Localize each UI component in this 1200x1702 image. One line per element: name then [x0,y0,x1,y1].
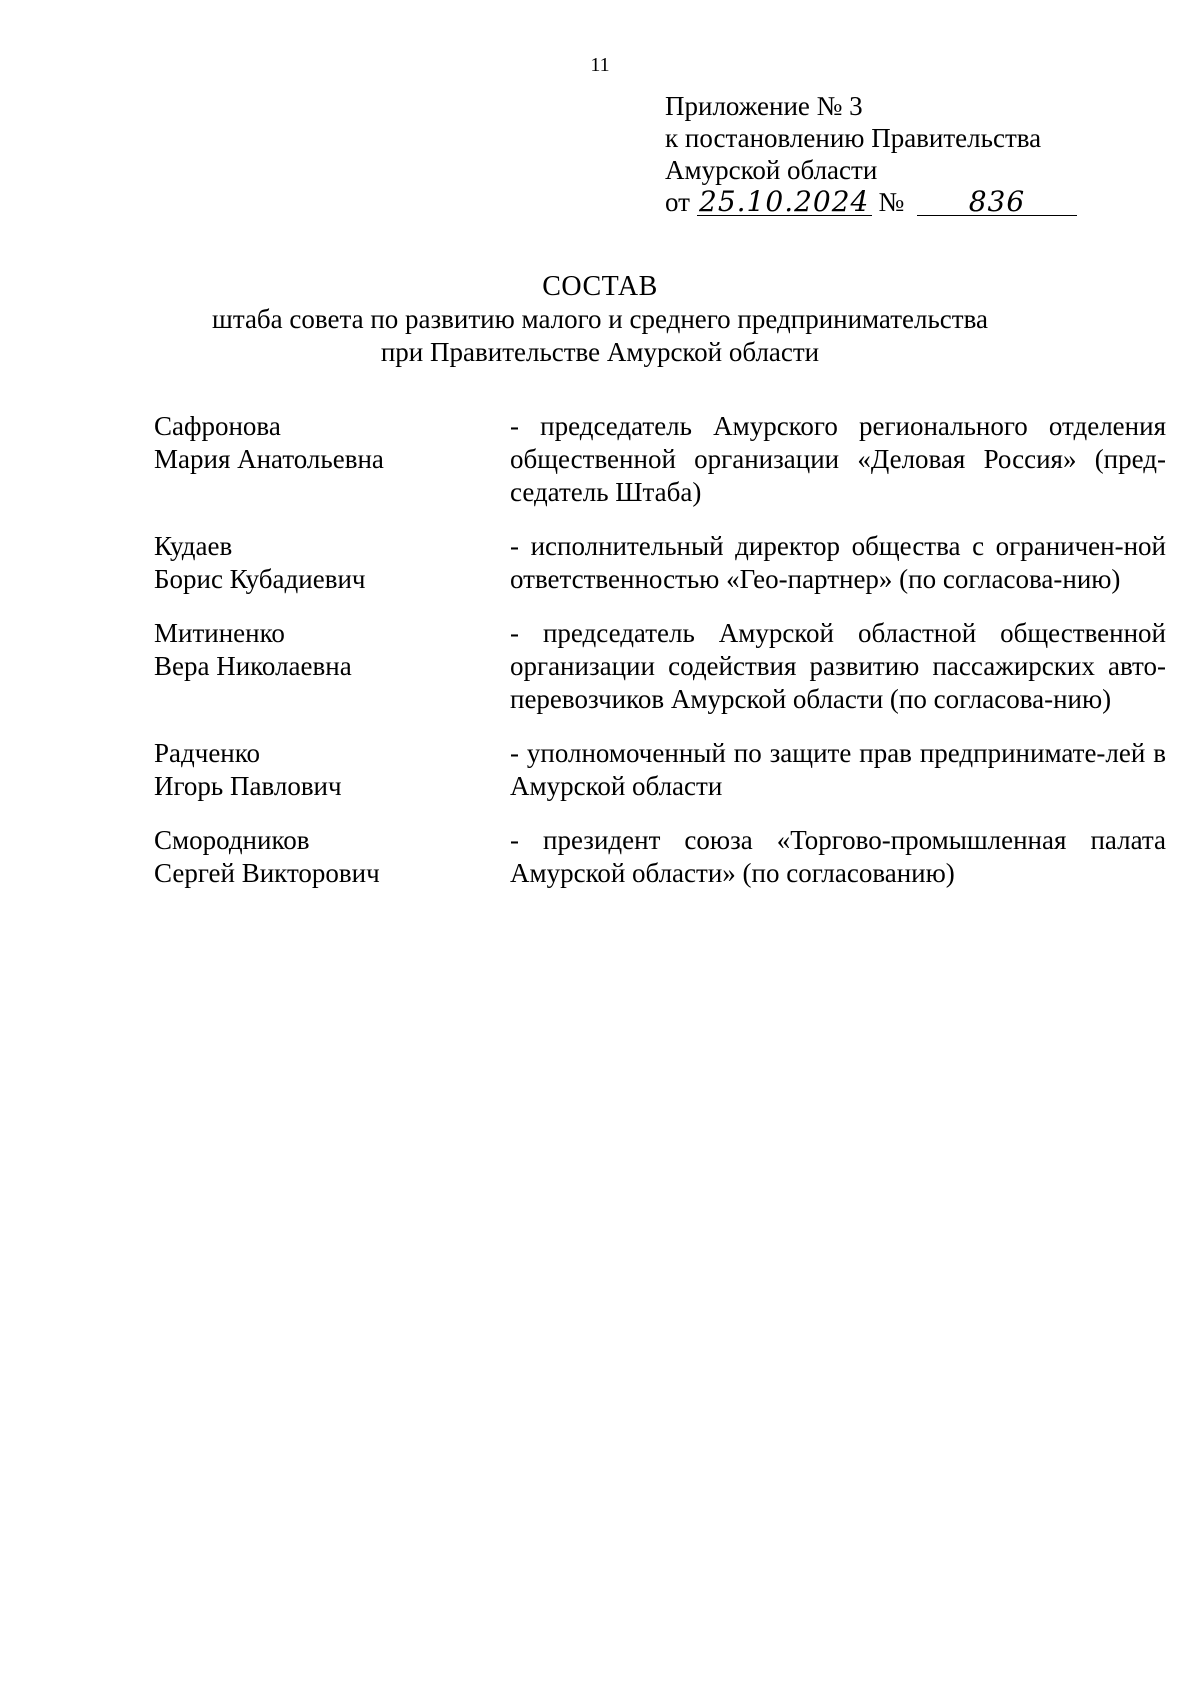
member-given-name: Игорь Павлович [154,771,342,801]
appendix-region: Амурской области [665,155,878,185]
title-subtitle-line2: при Правительстве Амурской области [380,337,820,367]
member-name [154,410,510,509]
member-surname: Смородников [154,825,310,855]
member-surname: Сафронова [154,411,281,441]
appendix-reference: к постановлению Правительства [665,123,1042,153]
member-given-name: Сергей Викторович [154,858,380,888]
member-role: - председатель Амурской областной общественной организации содействия развитию пассажирских авто-перевозчиков Амурской области (по согласова-нию) [510,618,1166,714]
member-entry [154,530,1166,596]
member-role: - уполномоченный по защите прав предпринимате-лей в Амурской области [510,738,1166,801]
member-role: - председатель Амурского регионального отделения общественной организации «Деловая Россия» (пред-седатель Штаба) [510,411,1166,507]
appendix-date-line [665,186,1105,218]
member-surname: Митиненко [154,618,285,648]
member-role: - президент союза «Торгово-промышленная палата Амурской области» (по согласованию) [510,825,1166,888]
member-role: - исполнительный директор общества с ограничен-ной ответственностью «Гео-партнер» (по согласова-нию) [510,531,1166,594]
member-entry [154,617,1166,716]
page-number: 11 [590,54,610,76]
member-given-name: Борис Кубадиевич [154,564,366,594]
member-entry [154,410,1166,509]
handwritten-date: 25.10.2024 [697,189,872,216]
member-given-name: Вера Николаевна [154,651,352,681]
member-name [154,617,510,716]
handwritten-number: 836 [917,189,1077,216]
appendix-title: Приложение № 3 [665,91,863,121]
title-main: СОСТАВ [542,271,658,302]
document-title [0,270,1200,369]
member-name [154,737,510,803]
appendix-block [665,90,1105,218]
title-subtitle-line1: штаба совета по развитию малого и среднего предпринимательства [212,304,988,334]
number-prefix: № [878,187,905,217]
member-given-name: Мария Анатольевна [154,444,384,474]
member-name [154,824,510,890]
member-surname: Радченко [154,738,260,768]
member-name [154,530,510,596]
members-list [154,410,1166,911]
member-entry [154,737,1166,803]
date-prefix: от [665,187,690,217]
member-surname: Кудаев [154,531,233,561]
member-entry [154,824,1166,890]
